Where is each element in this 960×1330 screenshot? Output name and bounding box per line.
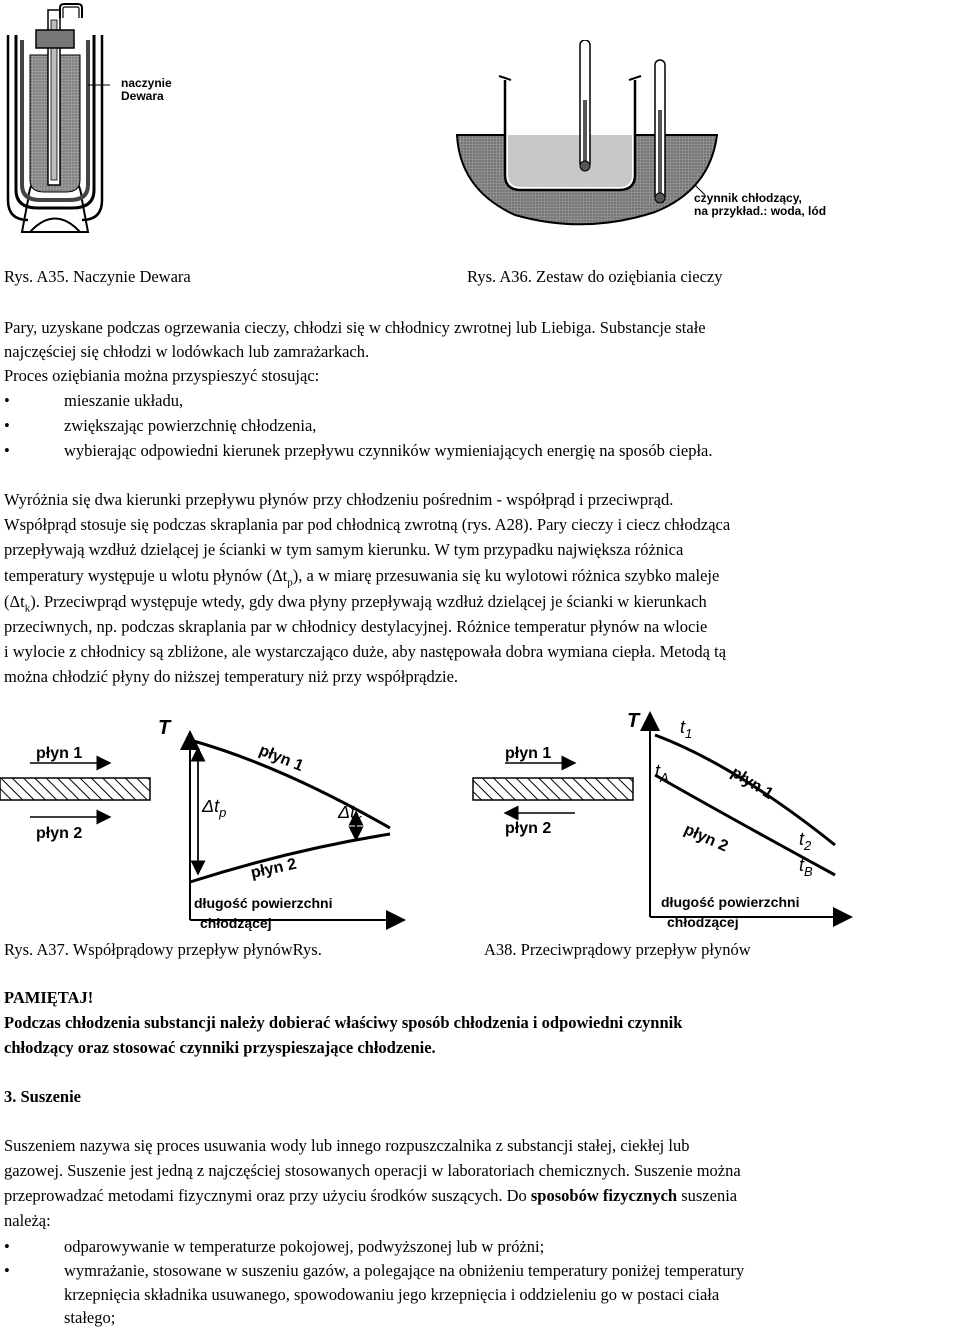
drying-bullet-2-cont-2: stałego; — [64, 1308, 116, 1327]
intro-line-1: Pary, uzyskane podczas ogrzewania cieczy, chłodzi się w chłodnicy zwrotnej lub Liebiga. Substancje stałe — [4, 318, 706, 337]
a38-t2-main: t — [799, 829, 805, 849]
a38-tB-sub: B — [804, 864, 813, 879]
coolant-label — [694, 192, 826, 218]
a37-delta-p-sub: p — [219, 805, 227, 820]
bullet-dot: • — [4, 441, 10, 460]
intro-bullet-2-text: zwiększając powierzchnię chłodzenia, — [64, 416, 317, 435]
caption-a37: Rys. A37. Współprądowy przepływ płynówRys. — [4, 940, 322, 959]
flow-line-5-sub: k — [24, 602, 31, 615]
a37-delta-k-sub: k — [355, 811, 362, 826]
a38-tA-sub: A — [660, 770, 669, 785]
flow-line-4a: temperatury występuje u wlotu płynów (Δt — [4, 566, 288, 585]
remember-line-1 — [4, 1011, 682, 1035]
a38-t1-main: t — [680, 717, 686, 737]
drying-line-1: Suszeniem nazywa się proces usuwania wody lub innego rozpuszczalnika z substancji stałej, ciekłej lub — [4, 1136, 690, 1155]
dewar-vessel-illustration — [0, 0, 110, 250]
flow-line-3: przepływają wzdłuż dzielącej je ścianki w tym samym kierunku. W tym przypadku największa różnica — [4, 540, 684, 559]
flow-line-8: można chłodzić płyny do niższej temperatury niż przy współprądzie. — [4, 667, 459, 686]
a38-xlabel-1: długość powierzchni — [661, 894, 800, 910]
a37-delta-k-main: Δt — [338, 802, 356, 822]
caption-a35: Rys. A35. Naczynie Dewara — [4, 267, 191, 286]
remember-line-2-text: chłodzący oraz stosować czynniki przyspieszające chłodzenie. — [4, 1038, 436, 1057]
a37-curve2-label: płyn 2 — [249, 855, 299, 882]
bullet-dot: • — [4, 1237, 10, 1256]
a38-t2-sub: 2 — [804, 838, 812, 853]
a38-t1-sub: 1 — [685, 726, 693, 741]
countercurrent-flow-diagram — [465, 705, 865, 940]
coolant-label-line1: czynnik chłodzący, — [694, 191, 802, 205]
a38-curve2-label: płyn 2 — [681, 821, 731, 856]
coolant-label-line2: na przykład.: woda, lód — [694, 204, 827, 218]
a38-t1 — [680, 717, 692, 741]
cocurrent-flow-diagram — [0, 710, 420, 940]
dewar-label — [121, 77, 172, 103]
a37-curve1-label: płyn 1 — [256, 741, 306, 776]
flow-line-1: Wyróżnia się dwa kierunki przepływu płynów przy chłodzeniu pośrednim - współprąd i przeciwprąd. — [4, 490, 674, 509]
drying-bullet-2-cont-1: krzepnięcia składnika usuwanego, spowodowaniu jego krzepnięcia i oddzieleniu go w postaci ciała — [64, 1285, 720, 1304]
a38-axis-t: T — [627, 710, 640, 732]
a38-tA-main: t — [655, 761, 661, 781]
drying-line-3 — [4, 1184, 737, 1208]
drying-line-3-bold: sposobów fizycznych — [530, 1186, 678, 1205]
dewar-label-line2: Dewara — [121, 89, 164, 103]
flow-line-5b: ). Przeciwprąd występuje wtedy, gdy dwa płyny przepływają wzdłuż dzielącej je ścianki w kierunkach — [30, 592, 707, 611]
remember-line-1-text: Podczas chłodzenia substancji należy dobierać właściwy sposób chłodzenia i odpowiedni czynnik — [4, 1013, 683, 1032]
flow-line-4b: ), a w miarę przesuwania się ku wylotowi różnica szybko maleje — [292, 566, 720, 585]
a37-fluid2-label: płyn 2 — [36, 825, 83, 842]
drying-line-2: gazowej. Suszenie jest jedną z najczęściej stosowanych operacji w laboratoriach chemicznych. Suszenie można — [4, 1161, 741, 1180]
flow-line-6: przeciwnych, np. podczas skraplania par w chłodnicy destylacyjnej. Różnice temperatur płynów na wlocie — [4, 617, 708, 636]
drying-line-3b: suszenia — [677, 1186, 738, 1205]
a37-fluid1-label: płyn 1 — [36, 745, 83, 762]
a37-delta-k — [337, 802, 363, 826]
drying-heading — [4, 1085, 81, 1109]
a38-fluid2-label: płyn 2 — [505, 820, 552, 837]
flow-line-7: i wylocie z chłodnicy są zbliżone, ale wystarczająco duże, aby następowała dobra wymiana ciepła. Metodą tą — [4, 642, 727, 661]
bullet-dot: • — [4, 1261, 10, 1280]
drying-heading-text: 3. Suszenie — [4, 1087, 82, 1106]
caption-a36: Rys. A36. Zestaw do oziębiania cieczy — [467, 267, 723, 286]
a38-tB-main: t — [799, 855, 805, 875]
drying-line-4: należą: — [4, 1211, 51, 1230]
a38-fluid1-label: płyn 1 — [505, 745, 552, 762]
drying-bullet-1-text: odparowywanie w temperaturze pokojowej, podwyższonej lub w próżni; — [64, 1237, 545, 1256]
bullet-dot: • — [4, 416, 10, 435]
remember-line-2 — [4, 1036, 436, 1060]
intro-bullet-1-text: mieszanie układu, — [64, 391, 184, 410]
a37-delta-p-main: Δt — [202, 796, 220, 816]
a38-xlabel-2: chłodzącej — [667, 914, 739, 930]
remember-heading — [4, 986, 93, 1010]
a38-t2 — [799, 829, 812, 853]
a38-curve1-label: płyn 1 — [727, 763, 777, 803]
drying-line-3a: przeprowadzać metodami fizycznymi oraz przy użyciu środków suszących. Do — [4, 1186, 531, 1205]
a37-axis-t: T — [158, 717, 171, 739]
caption-a38: A38. Przeciwprądowy przepływ płynów — [484, 940, 751, 959]
bullet-dot: • — [4, 391, 10, 410]
a37-xlabel-1: długość powierzchni — [194, 895, 333, 911]
flow-line-2: Współprąd stosuje się podczas skraplania par pod chłodnicą zwrotną (rys. A28). Pary cieczy i ciecz chłodząca — [4, 515, 731, 534]
drying-bullet-2-text: wymrażanie, stosowane w suszeniu gazów, a polegające na obniżeniu temperatury poniżej temperatury — [64, 1261, 745, 1280]
flow-line-4-sub: p — [287, 576, 293, 589]
dewar-label-line1: naczynie — [121, 76, 172, 90]
a37-xlabel-2: chłodzącej — [200, 915, 272, 931]
a38-tA — [655, 761, 669, 785]
flow-line-5a: (Δt — [4, 592, 25, 611]
cooling-bath-illustration — [455, 40, 725, 230]
intro-line-3: Proces oziębiania można przyspieszyć stosując: — [4, 366, 320, 385]
remember-heading-text: PAMIĘTAJ! — [4, 988, 94, 1007]
intro-bullet-3-text: wybierając odpowiedni kierunek przepływu czynników wymieniających energię na sposób ciepła. — [64, 441, 713, 460]
a37-delta-p — [201, 796, 226, 820]
intro-line-2: najczęściej się chłodzi w lodówkach lub zamrażarkach. — [4, 342, 370, 361]
